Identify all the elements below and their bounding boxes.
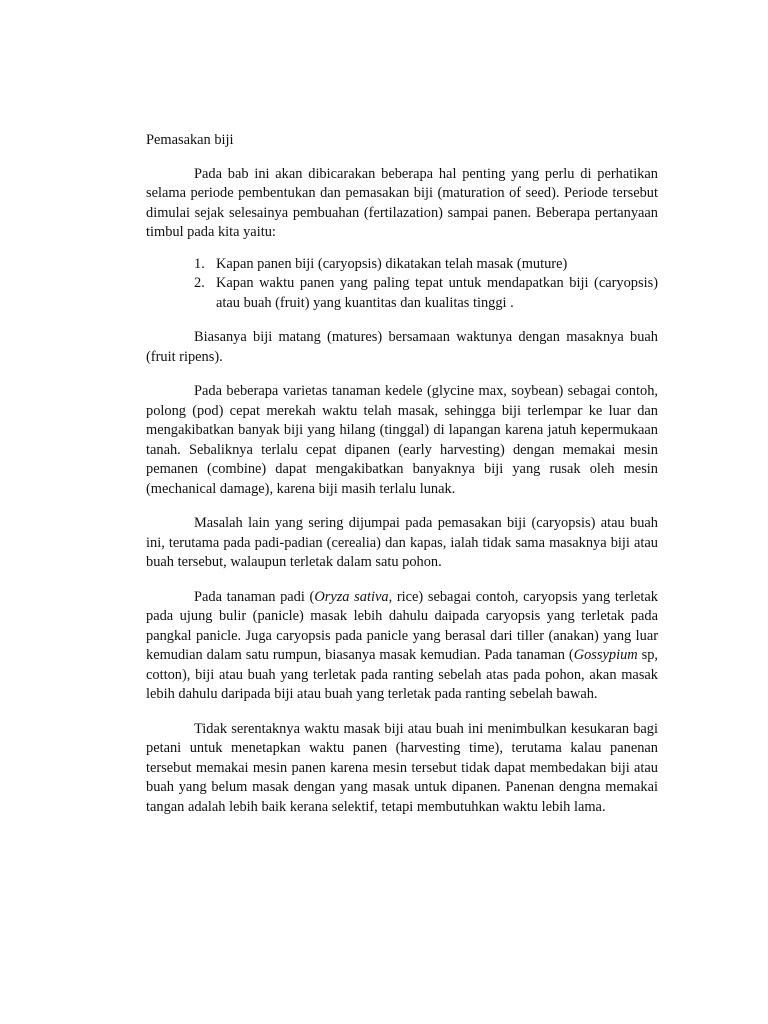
- list-item-number: 1.: [194, 255, 205, 272]
- list-item-number: 2.: [194, 275, 205, 291]
- matures-paragraph: Biasanya biji matang (matures) bersamaan waktunya dengan masaknya buah (fruit ripens).: [146, 329, 658, 365]
- harvest-paragraph: Tidak serentaknya waktu masak biji atau buah ini menimbulkan kesukaran bagi petani untuk menetapkan waktu panen (harvesting time), terutama kalau panenan tersebut memakai mesin panen karena mesin tersebut tidak dapat membedakan biji atau buah yang belum masak dengan yang masak untuk dipanen. Panenan dengna memakai tangan adalah lebih baik kerana selektif, tetapi membutuhkan waktu lebih lama.: [146, 720, 658, 815]
- rice-text-part-1: Pada tanaman padi (: [194, 588, 315, 605]
- rice-text-part-3: sp, cotton), biji atau buah yang terletak pada ranting sebelah atas pada pohon, akan masak lebih dahulu daripada biji atau buah yang terletak pada ranting sebelah bawah.: [146, 647, 658, 702]
- intro-paragraph: Pada bab ini akan dibicarakan beberapa hal penting yang perlu di perhatikan selama periode pembentukan dan pemasakan biji (maturation of seed). Periode tersebut dimulai sejak selesainya pembuahan (fertilazation) sampai panen. Beberapa pertanyaan timbul pada kita yaitu:: [146, 165, 658, 240]
- soybean-paragraph: Pada beberapa varietas tanaman kedele (glycine max, soybean) sebagai contoh, polong (pod) cepat merekah waktu telah masak, sehingga biji terlempar ke luar dan mengakibatkan banyak biji yang hilang (tinggal) di lapangan karena jatuh kepermukaan tanah. Sebaliknya terlalu cepat dipanen (early harvesting) dengan memakai mesin pemanen (combine) dapat mengakibatkan banyaknya biji yang rusak oleh mesin (mechanical damage), karena biji masih terlalu lunak.: [146, 383, 658, 497]
- list-item: [146, 274, 658, 313]
- list-item: [146, 255, 658, 275]
- document-body: [146, 131, 658, 832]
- oryza-sativa-italic: Oryza sativa: [314, 588, 389, 605]
- rice-paragraph: [146, 588, 658, 705]
- gossypium-italic: Gossypium: [573, 647, 638, 663]
- other-issue-paragraph: Masalah lain yang sering dijumpai pada pemasakan biji (caryopsis) atau buah ini, terutama pada padi-padian (cerealia) dan kapas, ialah tidak sama masaknya biji atau buah tersebut, walaupun terletak dalam satu pohon.: [146, 515, 658, 570]
- question-list: [146, 255, 658, 314]
- list-item-text: Kapan panen biji (caryopsis) dikatakan telah masak (muture): [216, 255, 568, 272]
- document-title: Pemasakan biji: [146, 132, 234, 148]
- rice-text-part-2: , rice) sebagai contoh, caryopsis yang terletak pada ujung bulir (panicle) masak lebih dahulu daipada caryopsis yang terletak pada pangkal panicle. Juga caryopsis pada panicle yang berasal dari tiller (anakan) yang luar kemudian dalam satu rumpun, biasanya masak kemudian. Pada tanaman (: [146, 588, 658, 663]
- list-item-text: Kapan waktu panen yang paling tepat untuk mendapatkan biji (caryopsis) atau buah (fruit) yang kuantitas dan kualitas tinggi .: [216, 275, 658, 311]
